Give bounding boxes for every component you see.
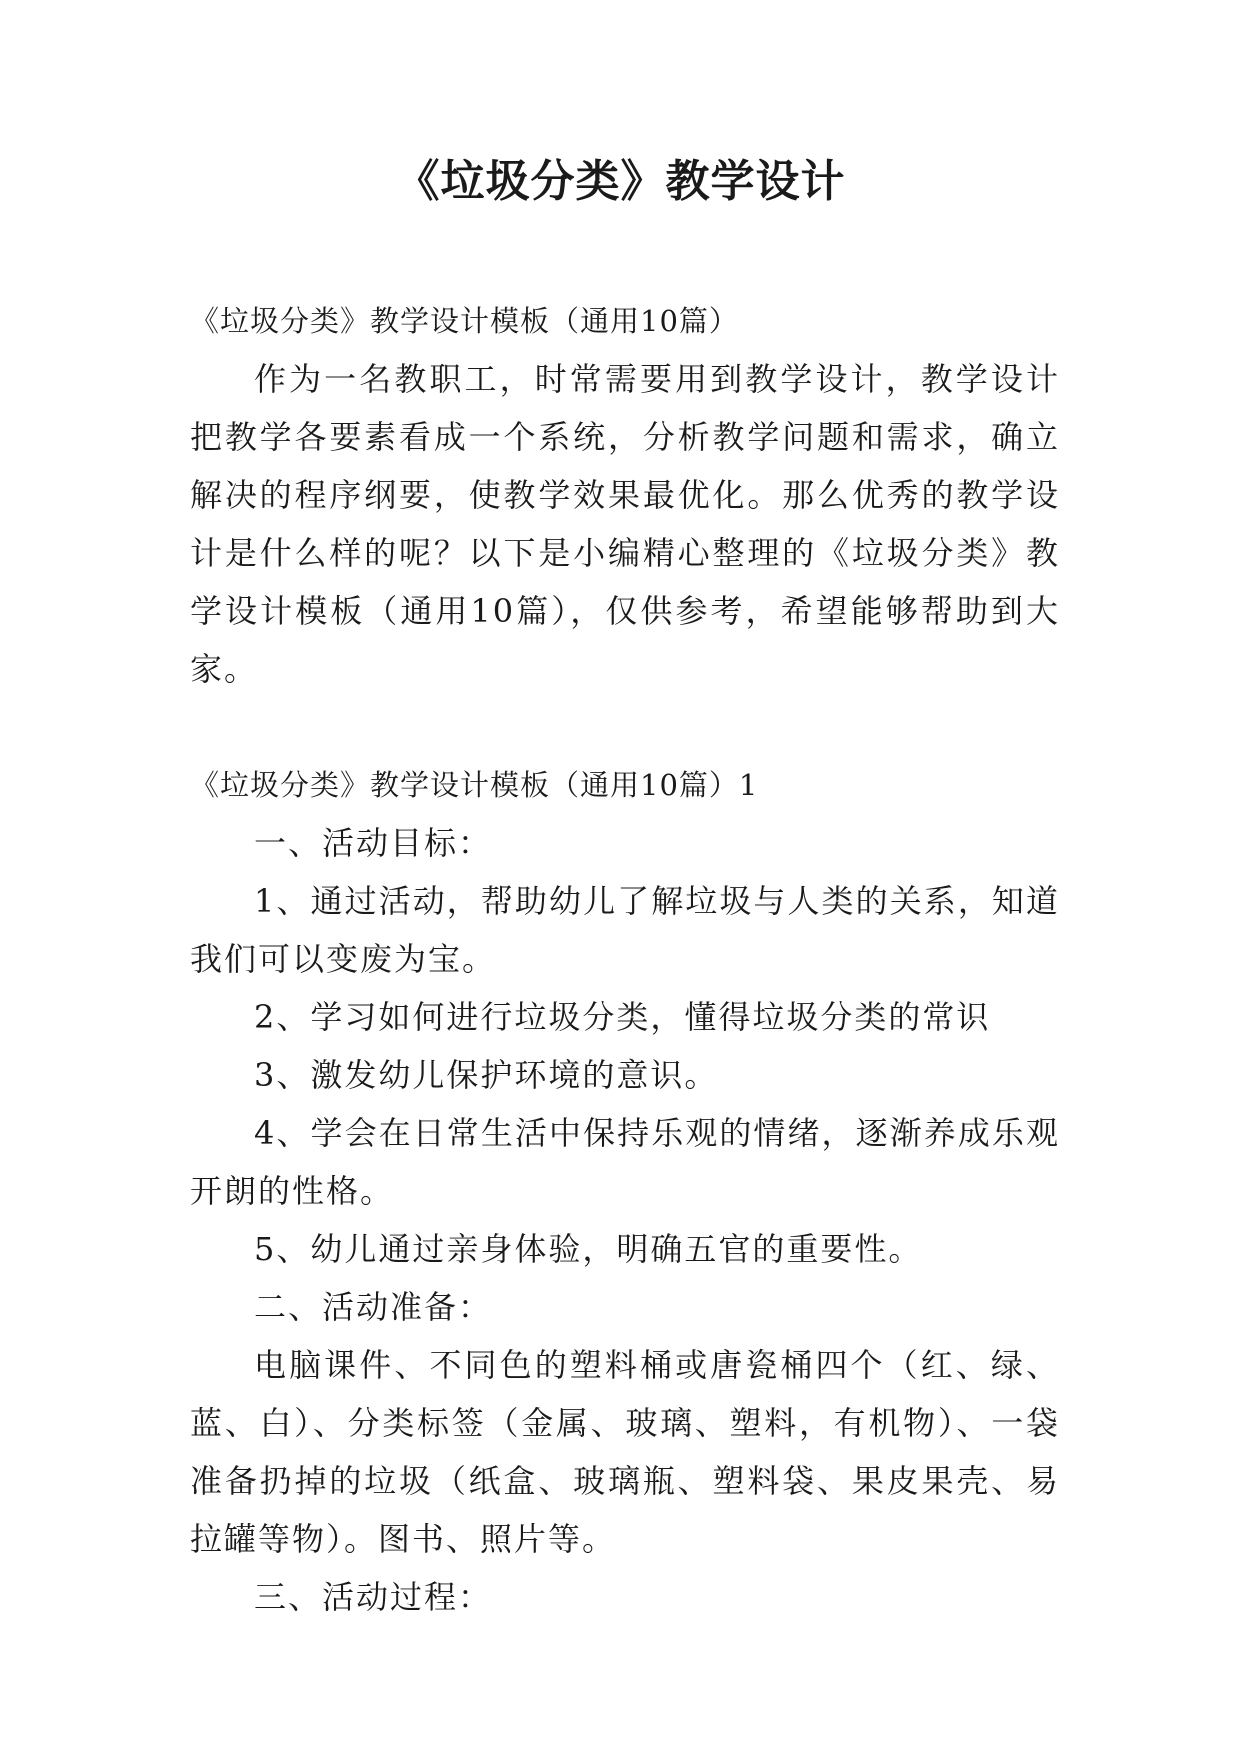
section-heading: 《垃圾分类》教学设计模板（通用10篇）1 bbox=[190, 768, 759, 802]
prep-paragraph: 电脑课件、不同色的塑料桶或唐瓷桶四个（红、绿、蓝、白）、分类标签（金属、玻璃、塑料，有机物）、一袋准备扔掉的垃圾（纸盒、玻璃瓶、塑料袋、果皮果壳、易拉罐等物）。图书、照片等。 bbox=[190, 1346, 1060, 1558]
process-title: 三、活动过程： bbox=[254, 1578, 493, 1616]
document-title: 《垃圾分类》教学设计 bbox=[395, 156, 846, 207]
document-subtitle: 《垃圾分类》教学设计模板（通用10篇） bbox=[190, 304, 739, 338]
paragraph-gap bbox=[190, 698, 1060, 756]
prep-title: 二、活动准备： bbox=[254, 1288, 493, 1326]
goal-title: 一、活动目标： bbox=[254, 824, 493, 862]
intro-paragraph: 作为一名教职工，时常需要用到教学设计，教学设计把教学各要素看成一个系统，分析教学问题和需求，确立解决的程序纲要，使教学效果最优化。那么优秀的教学设计是什么样的呢？以下是小编精心整理的《垃圾分类》教学设计模板（通用10篇），仅供参考，希望能够帮助到大家。 bbox=[190, 360, 1060, 688]
goal-item-4: 4、学会在日常生活中保持乐观的情绪，逐渐养成乐观开朗的性格。 bbox=[190, 1114, 1060, 1210]
goal-item-1: 1、通过活动，帮助幼儿了解垃圾与人类的关系，知道我们可以变废为宝。 bbox=[190, 882, 1060, 978]
goal-item-2: 2、学习如何进行垃圾分类，懂得垃圾分类的常识 bbox=[254, 998, 991, 1036]
goal-item-5: 5、幼儿通过亲身体验，明确五官的重要性。 bbox=[254, 1230, 923, 1268]
document-body bbox=[190, 292, 1060, 1626]
goal-item-3: 3、激发幼儿保护环境的意识。 bbox=[254, 1056, 719, 1094]
